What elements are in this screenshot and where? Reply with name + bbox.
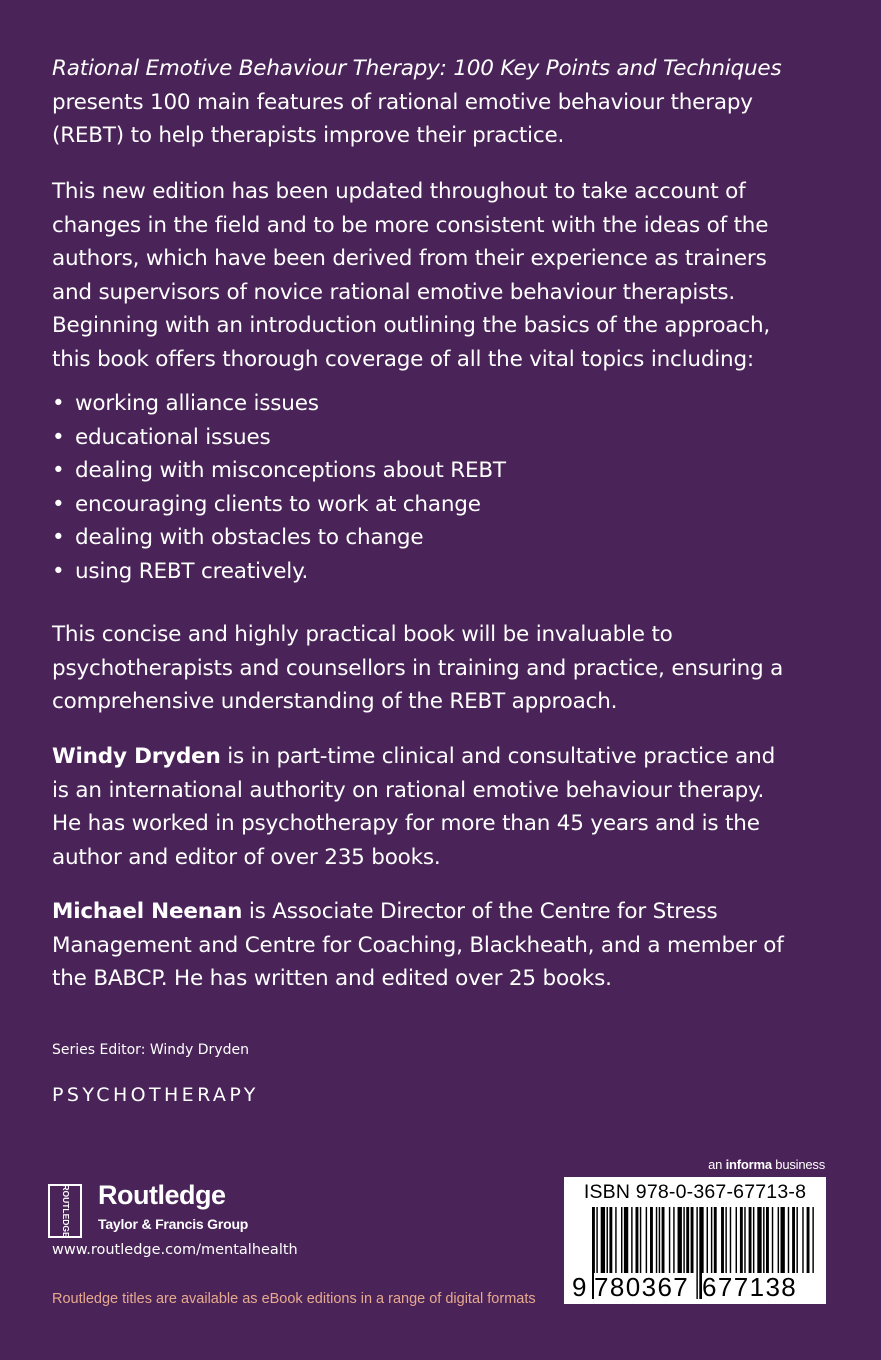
bio-line bbox=[52, 740, 832, 774]
informa-suffix: business bbox=[771, 1157, 825, 1172]
edition-line: This new edition has been updated throughout to take account of bbox=[52, 179, 746, 204]
isbn-digits-right: 677138 bbox=[702, 1273, 814, 1301]
series-editor: Series Editor: Windy Dryden bbox=[52, 1042, 249, 1058]
author-name: Windy Dryden bbox=[52, 744, 221, 769]
bio-line bbox=[52, 895, 832, 929]
edition-line: changes in the field and to be more consistent with the ideas of the bbox=[52, 212, 769, 238]
bullet-icon: • bbox=[52, 458, 65, 484]
conclusion-line: comprehensive understanding of the REBT approach. bbox=[52, 689, 618, 715]
edition-line: and supervisors of novice rational emotive behaviour therapists. bbox=[52, 279, 735, 305]
topic-text: dealing with misconceptions about REBT bbox=[75, 458, 506, 484]
list-item bbox=[52, 454, 832, 488]
publisher-name: Routledge bbox=[98, 1180, 226, 1210]
bio-text: is Associate Director of the Centre for Stress bbox=[242, 899, 718, 924]
list-item bbox=[52, 421, 832, 455]
barcode-bar bbox=[696, 1207, 697, 1299]
publisher-group: Taylor & Francis Group bbox=[98, 1216, 249, 1232]
logo-vertical-text: ROUTLEDGE bbox=[60, 1184, 71, 1238]
edition-line: Beginning with an introduction outlining the basics of the approach, bbox=[52, 313, 771, 339]
topic-text: using REBT creatively. bbox=[75, 558, 309, 584]
subject-category: PSYCHOTHERAPY bbox=[52, 1084, 259, 1106]
bio-line: He has worked in psychotherapy for more than 45 years and is the bbox=[52, 811, 760, 837]
bullet-icon: • bbox=[52, 424, 65, 450]
ebook-note: Routledge titles are available as eBook editions in a range of digital formats bbox=[52, 1291, 536, 1307]
book-title-italic: Rational Emotive Behaviour Therapy: 100 Key Points and Techniques bbox=[52, 56, 782, 81]
author-bio-neenan bbox=[52, 895, 832, 996]
informa-tagline bbox=[708, 1156, 825, 1174]
bullet-icon: • bbox=[52, 391, 65, 416]
topics-list bbox=[52, 387, 832, 589]
topic-text: educational issues bbox=[75, 424, 271, 450]
bio-line: is an international authority on rational emotive behaviour therapy. bbox=[52, 777, 765, 803]
conclusion-line: This concise and highly practical book will be invaluable to bbox=[52, 622, 673, 647]
topic-text: working alliance issues bbox=[75, 391, 319, 416]
edition-line: authors, which have been derived from their experience as trainers bbox=[52, 246, 767, 272]
informa-brand: informa bbox=[725, 1157, 772, 1172]
edition-line: this book offers thorough coverage of all the vital topics including: bbox=[52, 346, 754, 372]
isbn-label: ISBN 978-0-367-67713-8 bbox=[583, 1181, 807, 1203]
bio-line: the BABCP. He has written and edited over 25 books. bbox=[52, 966, 612, 992]
topic-text: encouraging clients to work at change bbox=[75, 491, 481, 517]
publisher-url: www.routledge.com/mentalhealth bbox=[52, 1242, 298, 1258]
intro-line: (REBT) to help therapists improve their practice. bbox=[52, 123, 565, 149]
intro-line: presents 100 main features of rational emotive behaviour therapy bbox=[52, 89, 753, 115]
intro-paragraph bbox=[52, 52, 832, 153]
list-item bbox=[52, 387, 832, 421]
publisher-block bbox=[48, 1176, 368, 1266]
author-bio-dryden bbox=[52, 740, 832, 874]
bullet-icon: • bbox=[52, 525, 65, 551]
conclusion-paragraph bbox=[52, 618, 832, 719]
isbn-digit-first: 9 bbox=[572, 1272, 587, 1302]
list-item bbox=[52, 488, 832, 522]
bio-line: author and editor of over 235 books. bbox=[52, 844, 441, 870]
bio-line: Management and Centre for Coaching, Blackheath, and a member of bbox=[52, 932, 784, 958]
bullet-icon: • bbox=[52, 491, 65, 517]
topic-text: dealing with obstacles to change bbox=[75, 525, 424, 551]
isbn-barcode bbox=[564, 1177, 826, 1304]
author-name: Michael Neenan bbox=[52, 899, 243, 924]
informa-prefix: an bbox=[708, 1157, 726, 1172]
list-item bbox=[52, 521, 832, 555]
bio-text: is in part-time clinical and consultative practice and bbox=[220, 744, 776, 769]
bullet-icon: • bbox=[52, 558, 65, 584]
isbn-digits-left: 780367 bbox=[594, 1273, 694, 1301]
list-item bbox=[52, 555, 832, 589]
routledge-logo-icon bbox=[48, 1184, 82, 1238]
conclusion-line: psychotherapists and counsellors in training and practice, ensuring a bbox=[52, 655, 784, 681]
edition-paragraph bbox=[52, 175, 832, 377]
